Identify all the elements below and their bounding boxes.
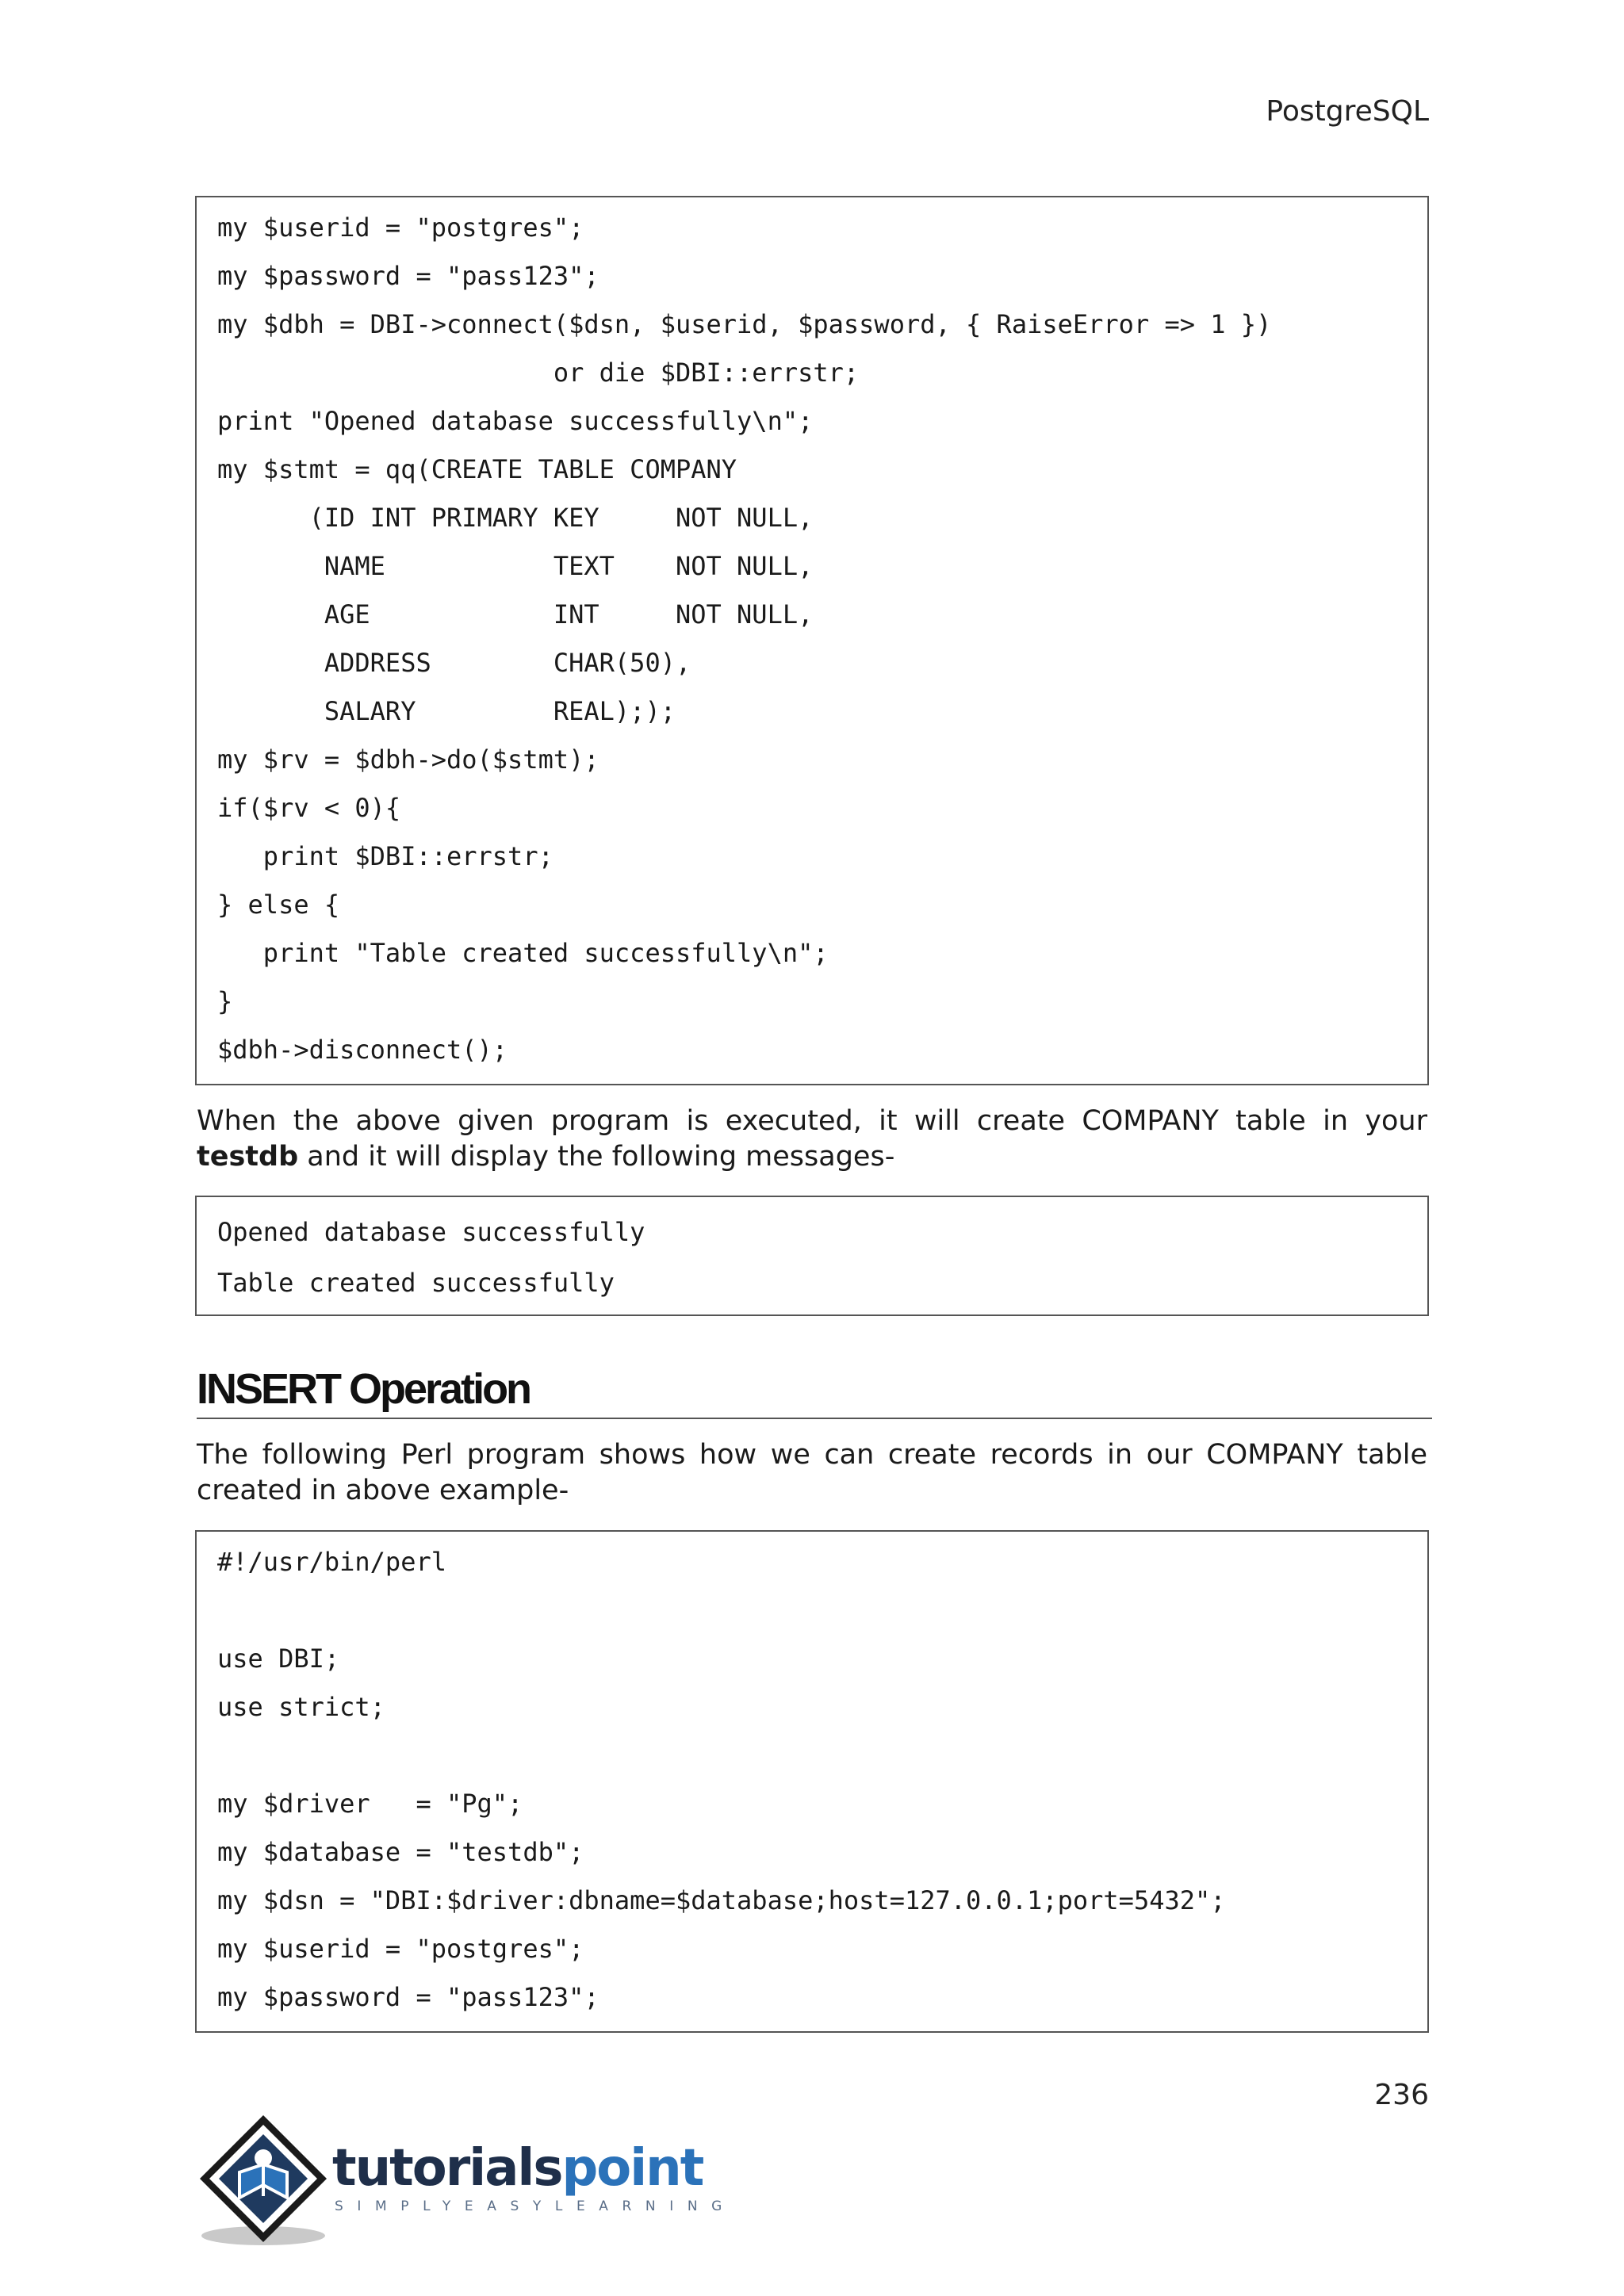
code-line: print $DBI::errstr; xyxy=(217,841,553,871)
code-line: or die $DBI::errstr; xyxy=(217,358,860,388)
code-line: my $password = "pass123"; xyxy=(217,261,599,291)
code-line: AGE INT NOT NULL, xyxy=(217,599,814,629)
code-block-insert xyxy=(195,1530,1429,2033)
code-line: print "Table created successfully\n"; xyxy=(217,938,829,968)
code-line xyxy=(217,1586,1407,1635)
code-line xyxy=(217,1732,1407,1780)
code-line: ADDRESS CHAR(50), xyxy=(217,648,691,678)
output-line: Table created successfully xyxy=(217,1268,615,1298)
logo-wordmark: tutorialspoint xyxy=(332,2139,703,2198)
code-block-create-table xyxy=(195,196,1429,1085)
code-line: my $driver = "Pg"; xyxy=(217,1789,523,1819)
page-number: 236 xyxy=(1374,2079,1429,2111)
paragraph-execution-result xyxy=(197,1104,1427,1175)
code-line: my $password = "pass123"; xyxy=(217,1982,599,2012)
output-line: Opened database successfully xyxy=(217,1217,645,1247)
page-header-title: PostgreSQL xyxy=(1266,95,1429,128)
code-line: print "Opened database successfully\n"; xyxy=(217,406,814,436)
paragraph-bold-text: testdb xyxy=(197,1141,299,1173)
code-line: my $rv = $dbh->do($stmt); xyxy=(217,744,599,775)
code-line: my $database = "testdb"; xyxy=(217,1837,584,1867)
paragraph-insert-intro: The following Perl program shows how we can create records in our COMPANY table created in above example- xyxy=(197,1439,1427,1506)
logo-tagline: SIMPLYEASYLEARNING xyxy=(335,2198,736,2214)
code-line: use DBI; xyxy=(217,1644,340,1674)
paragraph-text: and it will display the following messages- xyxy=(298,1141,895,1173)
code-line: } xyxy=(217,986,233,1016)
code-line: my $dbh = DBI->connect($dsn, $userid, $password, { RaiseError => 1 }) xyxy=(217,309,1272,339)
code-line: use strict; xyxy=(217,1692,385,1722)
code-line: SALARY REAL);); xyxy=(217,696,676,726)
code-line: my $stmt = qq(CREATE TABLE COMPANY xyxy=(217,454,737,484)
paragraph-text: When the above given program is executed, it will create COMPANY table in your xyxy=(197,1105,1427,1137)
code-line: $dbh->disconnect(); xyxy=(217,1035,508,1065)
logo-graphic xyxy=(193,2109,736,2252)
code-line: NAME TEXT NOT NULL, xyxy=(217,551,814,581)
code-line: (ID INT PRIMARY KEY NOT NULL, xyxy=(217,503,814,533)
tutorialspoint-logo xyxy=(193,2109,736,2252)
code-line: if($rv < 0){ xyxy=(217,793,401,823)
output-block xyxy=(195,1196,1429,1316)
code-line: my $userid = "postgres"; xyxy=(217,212,584,243)
code-line: #!/usr/bin/perl xyxy=(217,1547,446,1577)
code-line: my $dsn = "DBI:$driver:dbname=$database;host=127.0.0.1;port=5432"; xyxy=(217,1885,1226,1915)
code-line: } else { xyxy=(217,890,340,920)
section-heading: INSERT Operation xyxy=(197,1364,1432,1419)
code-line: my $userid = "postgres"; xyxy=(217,1934,584,1964)
